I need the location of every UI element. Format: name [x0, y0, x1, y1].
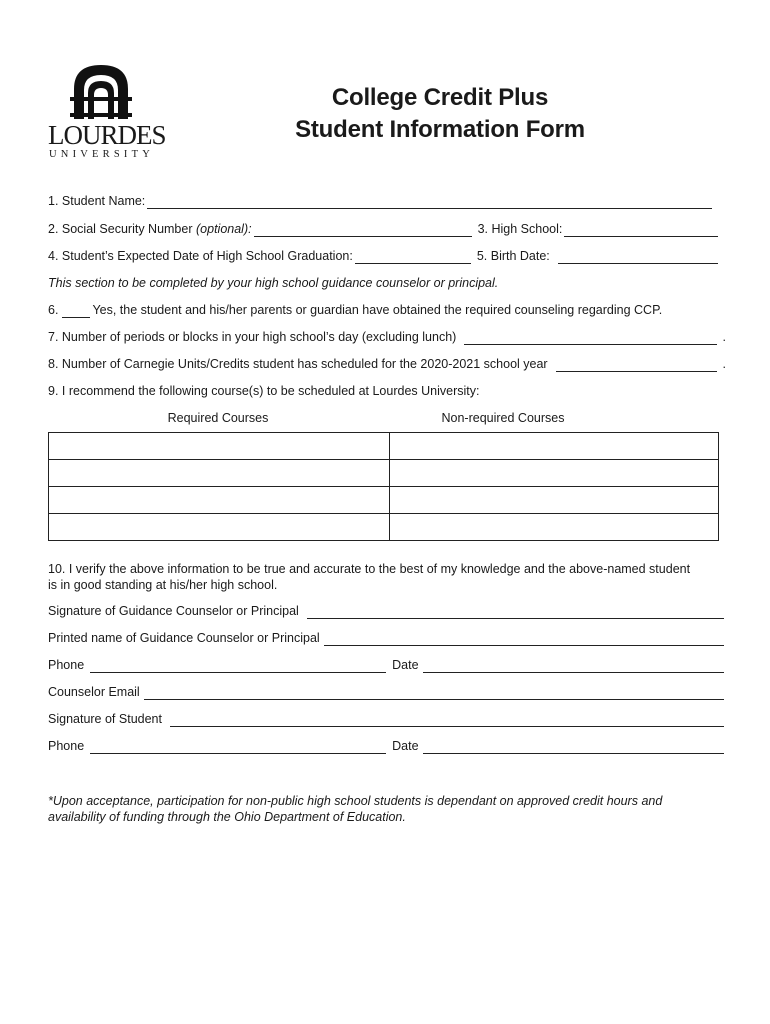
nonrequired-courses-header: Non-required Courses — [441, 411, 565, 425]
counselor-email-field[interactable] — [144, 687, 724, 700]
q6-check-field[interactable] — [62, 305, 90, 318]
arch-logo-icon — [70, 63, 132, 119]
table-row — [49, 487, 719, 514]
q6-number: 6. — [48, 303, 59, 317]
footnote-line2: availability of funding through the Ohio Department of Education. — [48, 810, 406, 824]
table-row — [49, 460, 719, 487]
q6-text: Yes, the student and his/her parents or guardian have obtained the required counseling regarding CCP. — [92, 303, 663, 317]
footnote-line1: *Upon acceptance, participation for non-public high school students is dependant on approved credit hours and — [48, 794, 663, 808]
table-row — [49, 514, 719, 541]
ssn-optional-label: (optional): — [196, 222, 252, 236]
date-field[interactable] — [423, 660, 724, 673]
printed-name-field[interactable] — [324, 633, 724, 646]
required-courses-header: Required Courses — [167, 411, 269, 425]
date-label: Date — [392, 658, 419, 672]
q9-text: 9. I recommend the following course(s) to be scheduled at Lourdes University: — [48, 384, 480, 398]
student-phone-field[interactable] — [90, 741, 386, 754]
printed-name-row — [48, 630, 726, 646]
ssn-school-row — [48, 221, 720, 237]
q8-row — [48, 356, 726, 372]
logo-subtitle: UNIVERSITY — [49, 149, 154, 160]
q10-line2: is in good standing at his/her high school. — [48, 578, 278, 592]
birth-date-field[interactable] — [558, 251, 718, 264]
grad-date-field[interactable] — [355, 251, 471, 264]
required-course-cell[interactable] — [49, 514, 390, 541]
q8-field[interactable] — [556, 359, 717, 372]
student-signature-label: Signature of Student — [48, 712, 162, 726]
student-name-label: 1. Student Name: — [48, 194, 146, 208]
q7-row — [48, 329, 726, 345]
grad-date-label: 4. Student’s Expected Date of High School Graduation: — [48, 249, 353, 263]
counselor-section-note: This section to be completed by your high school guidance counselor or principal. — [48, 276, 499, 290]
high-school-field[interactable] — [564, 224, 718, 237]
ssn-field[interactable] — [254, 224, 472, 237]
table-row — [49, 433, 719, 460]
ssn-label: 2. Social Security Number — [48, 222, 193, 236]
student-name-field[interactable] — [147, 196, 712, 209]
q7-text: 7. Number of periods or blocks in your high school’s day (excluding lunch) — [48, 330, 457, 344]
required-course-cell[interactable] — [49, 433, 390, 460]
phone-label: Phone — [48, 658, 85, 672]
logo-name: LOURDES — [48, 120, 166, 150]
phone-date-row — [48, 657, 726, 673]
form-title-line1: College Credit Plus — [331, 84, 549, 111]
counselor-signature-row — [48, 603, 726, 619]
form-title-line2: Student Information Form — [295, 116, 585, 143]
counselor-email-label: Counselor Email — [48, 685, 140, 699]
student-date-field[interactable] — [423, 741, 724, 754]
q8-text: 8. Number of Carnegie Units/Credits student has scheduled for the 2020-2021 school year — [48, 357, 548, 371]
nonrequired-course-cell[interactable] — [390, 514, 719, 541]
grad-birth-row — [48, 248, 720, 264]
student-signature-row — [48, 711, 726, 727]
nonrequired-course-cell[interactable] — [390, 460, 719, 487]
q8-period: . — [722, 357, 726, 371]
counselor-email-row — [48, 684, 726, 700]
student-name-row — [48, 193, 714, 209]
student-signature-field[interactable] — [170, 714, 724, 727]
student-phone-date-row — [48, 738, 726, 754]
printed-name-label: Printed name of Guidance Counselor or Principal — [48, 631, 320, 645]
counselor-signature-field[interactable] — [307, 606, 724, 619]
q6-row — [48, 302, 726, 318]
required-course-cell[interactable] — [49, 487, 390, 514]
phone-field[interactable] — [90, 660, 386, 673]
high-school-label: 3. High School: — [477, 222, 563, 236]
birth-date-label: 5. Birth Date: — [476, 249, 550, 263]
q7-field[interactable] — [464, 332, 716, 345]
counselor-signature-label: Signature of Guidance Counselor or Principal — [48, 604, 299, 618]
nonrequired-course-cell[interactable] — [390, 487, 719, 514]
q7-period: . — [722, 330, 726, 344]
courses-table — [48, 432, 719, 541]
student-phone-label: Phone — [48, 739, 85, 753]
nonrequired-course-cell[interactable] — [390, 433, 719, 460]
student-date-label: Date — [392, 739, 419, 753]
q10-line1: 10. I verify the above information to be true and accurate to the best of my knowledge and the above-named student — [48, 562, 691, 576]
required-course-cell[interactable] — [49, 460, 390, 487]
